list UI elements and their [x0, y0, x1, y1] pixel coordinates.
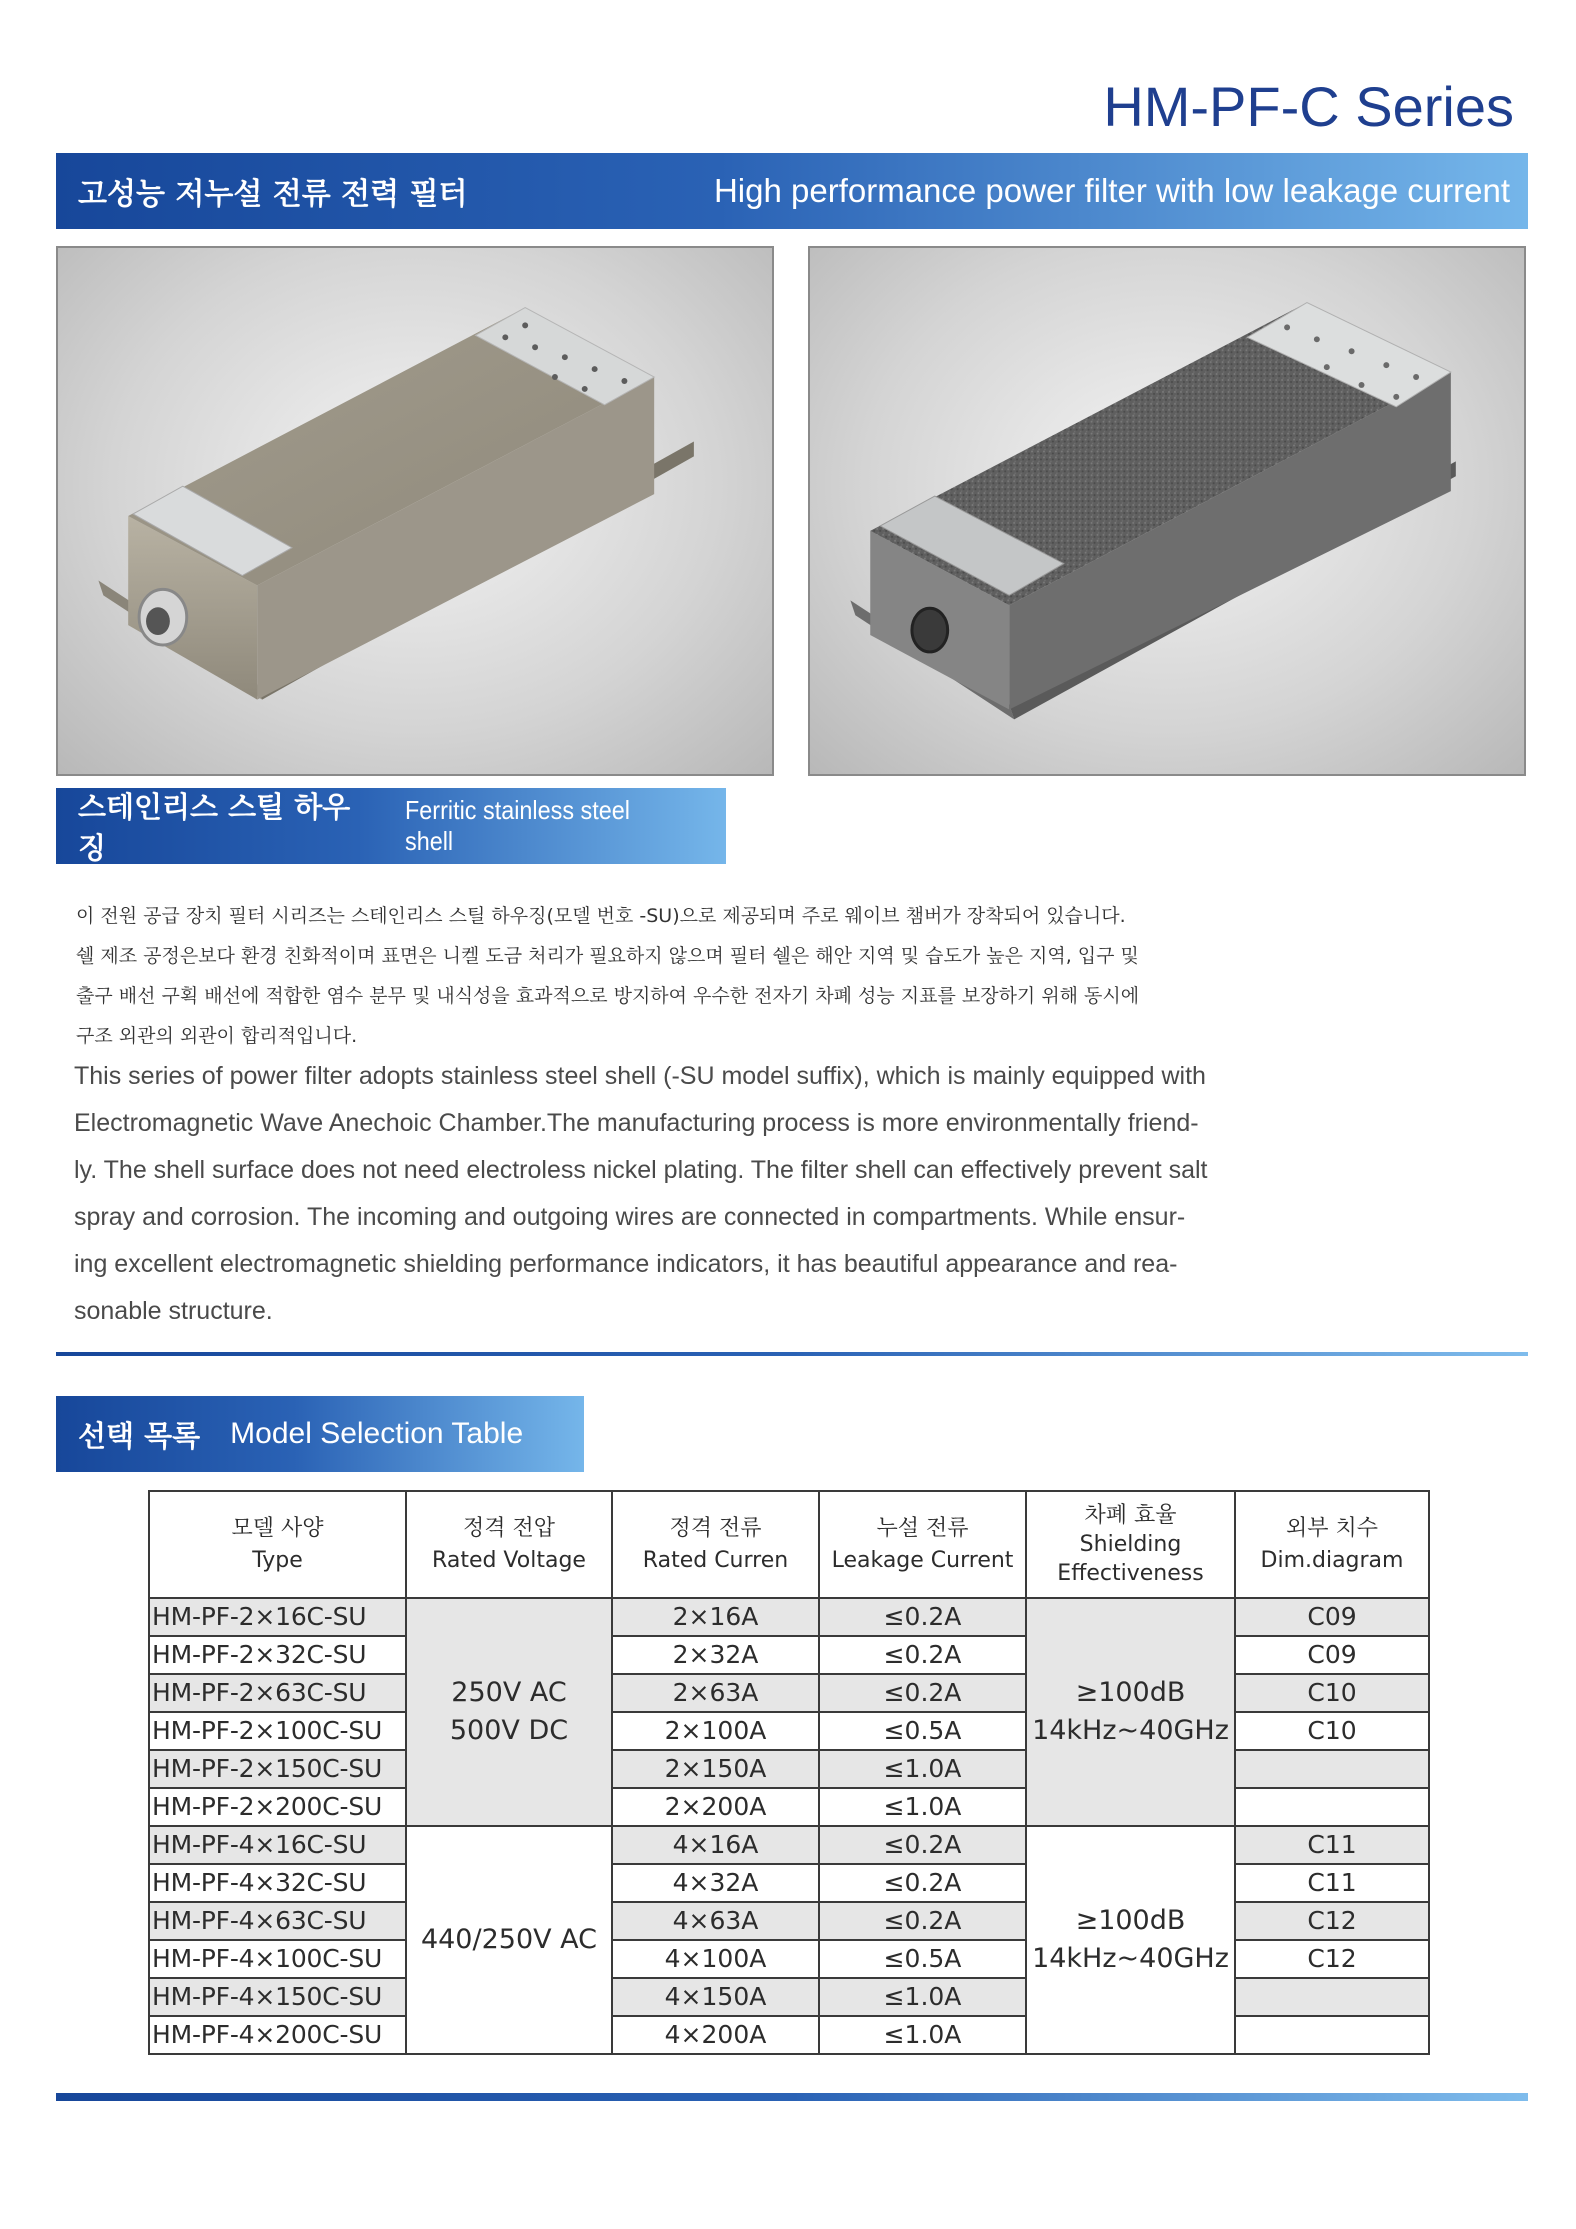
shell-section-korean-title: 스테인리스 스틸 하우징: [78, 790, 351, 865]
table-row: [149, 1940, 1429, 1978]
rated-current: 4×16A: [612, 1826, 819, 1864]
korean-line: 쉘 제조 공정은보다 환경 친화적이며 표면은 니켈 도금 처리가 필요하지 않으며 필터 쉘은 해안 지역 및 습도가 높은 지역, 입구 및: [76, 945, 1139, 967]
dim-diagram: C09: [1235, 1598, 1429, 1636]
series-title: HM-PF-C Series: [1103, 75, 1514, 138]
english-line: This series of power filter adopts stainless steel shell (-SU model suffix), which is mainly equipped with: [74, 1062, 1206, 1090]
table-section-banner: [56, 1396, 584, 1472]
table-row: [149, 1712, 1429, 1750]
rated-current: 4×150A: [612, 1978, 819, 2016]
table-row: [149, 1674, 1429, 1712]
model-type: HM-PF-2×100C-SU: [149, 1712, 406, 1750]
model-type: HM-PF-2×200C-SU: [149, 1788, 406, 1826]
shielding-group-1: ≥100dB 14kHz~40GHz: [1026, 1598, 1235, 1826]
dim-diagram: [1235, 1750, 1429, 1788]
dim-diagram: C11: [1235, 1864, 1429, 1902]
main-banner-korean-title: 고성능 저누설 전류 전력 필터: [78, 177, 468, 212]
rated-current: 2×32A: [612, 1636, 819, 1674]
header-leakage: 누설 전류 Leakage Current: [819, 1491, 1026, 1598]
table-row: [149, 1902, 1429, 1940]
shielding-group-2: ≥100dB 14kHz~40GHz: [1026, 1826, 1235, 2054]
voltage-group-1: 250V AC 500V DC: [406, 1598, 612, 1826]
table-row: [149, 1598, 1429, 1636]
model-selection-table: [148, 1490, 1430, 2055]
rated-current: 2×16A: [612, 1598, 819, 1636]
leakage-current: ≤0.2A: [819, 1864, 1026, 1902]
table-row: [149, 1788, 1429, 1826]
dim-diagram: C09: [1235, 1636, 1429, 1674]
product-photo-textured: [808, 246, 1526, 776]
korean-description: [76, 896, 1276, 1056]
table-row: [149, 1636, 1429, 1674]
english-description: [74, 1053, 1286, 1335]
table-row: [149, 1864, 1429, 1902]
rated-current: 2×200A: [612, 1788, 819, 1826]
leakage-current: ≤1.0A: [819, 1750, 1026, 1788]
korean-line: 출구 배선 구획 배선에 적합한 염수 분무 및 내식성을 효과적으로 방지하여 우수한 전자기 차폐 성능 지표를 보장하기 위해 동시에: [76, 985, 1140, 1007]
model-type: HM-PF-4×150C-SU: [149, 1978, 406, 2016]
leakage-current: ≤0.5A: [819, 1940, 1026, 1978]
model-type: HM-PF-4×63C-SU: [149, 1902, 406, 1940]
rated-current: 2×150A: [612, 1750, 819, 1788]
english-line: sonable structure.: [74, 1297, 273, 1325]
main-banner-english-title: High performance power filter with low leakage current: [713, 172, 1510, 209]
header-current: 정격 전류 Rated Curren: [612, 1491, 819, 1598]
leakage-current: ≤0.2A: [819, 1826, 1026, 1864]
product-photo-stainless: [56, 246, 774, 776]
leakage-current: ≤0.2A: [819, 1902, 1026, 1940]
rated-current: 2×63A: [612, 1674, 819, 1712]
model-type: HM-PF-4×100C-SU: [149, 1940, 406, 1978]
model-type: HM-PF-4×16C-SU: [149, 1826, 406, 1864]
leakage-current: ≤0.5A: [819, 1712, 1026, 1750]
leakage-current: ≤1.0A: [819, 2016, 1026, 2054]
korean-line: 구조 외관의 외관이 합리적입니다.: [76, 1025, 358, 1047]
leakage-current: ≤1.0A: [819, 1788, 1026, 1826]
model-type: HM-PF-4×200C-SU: [149, 2016, 406, 2054]
dim-diagram: [1235, 1788, 1429, 1826]
rated-current: 2×100A: [612, 1712, 819, 1750]
english-line: spray and corrosion. The incoming and outgoing wires are connected in compartments. While ensur-: [74, 1203, 1186, 1231]
rated-current: 4×100A: [612, 1940, 819, 1978]
model-type: HM-PF-4×32C-SU: [149, 1864, 406, 1902]
dim-diagram: C12: [1235, 1940, 1429, 1978]
dim-diagram: C12: [1235, 1902, 1429, 1940]
dim-diagram: C10: [1235, 1712, 1429, 1750]
shell-section-banner: [56, 788, 726, 864]
dim-diagram: [1235, 1978, 1429, 2016]
header-dimension: 외부 치수 Dim.diagram: [1235, 1491, 1429, 1598]
rated-current: 4×200A: [612, 2016, 819, 2054]
model-type: HM-PF-2×16C-SU: [149, 1598, 406, 1636]
voltage-group-2: 440/250V AC: [406, 1826, 612, 2054]
leakage-current: ≤0.2A: [819, 1674, 1026, 1712]
header-voltage: 정격 전압 Rated Voltage: [406, 1491, 612, 1598]
table-row: [149, 1750, 1429, 1788]
leakage-current: ≤0.2A: [819, 1598, 1026, 1636]
table-row: [149, 1826, 1429, 1864]
leakage-current: ≤0.2A: [819, 1636, 1026, 1674]
model-type: HM-PF-2×150C-SU: [149, 1750, 406, 1788]
table-row: [149, 2016, 1429, 2054]
footer-divider: [56, 2093, 1528, 2101]
table-section-korean-title: 선택 목록: [78, 1418, 201, 1453]
dim-diagram: C10: [1235, 1674, 1429, 1712]
rated-current: 4×63A: [612, 1902, 819, 1940]
table-header-row: [149, 1491, 1429, 1598]
header-shielding: 차폐 효율 Shielding Effectiveness: [1026, 1491, 1235, 1598]
rated-current: 4×32A: [612, 1864, 819, 1902]
english-line: Electromagnetic Wave Anechoic Chamber.The manufacturing process is more environmentally friend-: [74, 1109, 1199, 1137]
dim-diagram: C11: [1235, 1826, 1429, 1864]
dim-diagram: [1235, 2016, 1429, 2054]
section-divider: [56, 1352, 1528, 1356]
korean-line: 이 전원 공급 장치 필터 시리즈는 스테인리스 스틸 하우징(모델 번호 -SU)으로 제공되며 주로 웨이브 챔버가 장착되어 있습니다.: [76, 905, 1126, 927]
header-type: 모델 사양 Type: [149, 1491, 406, 1598]
english-line: ly. The shell surface does not need electroless nickel plating. The filter shell can effectively prevent salt: [74, 1156, 1208, 1184]
table-row: [149, 1978, 1429, 2016]
english-line: ing excellent electromagnetic shielding performance indicators, it has beautiful appearance and rea-: [74, 1250, 1178, 1278]
table-section-english-title: Model Selection Table: [230, 1417, 524, 1450]
main-banner: [56, 153, 1528, 229]
model-type: HM-PF-2×63C-SU: [149, 1674, 406, 1712]
leakage-current: ≤1.0A: [819, 1978, 1026, 2016]
shell-section-english-title: Ferritic stainless steel shell: [404, 795, 630, 856]
model-type: HM-PF-2×32C-SU: [149, 1636, 406, 1674]
